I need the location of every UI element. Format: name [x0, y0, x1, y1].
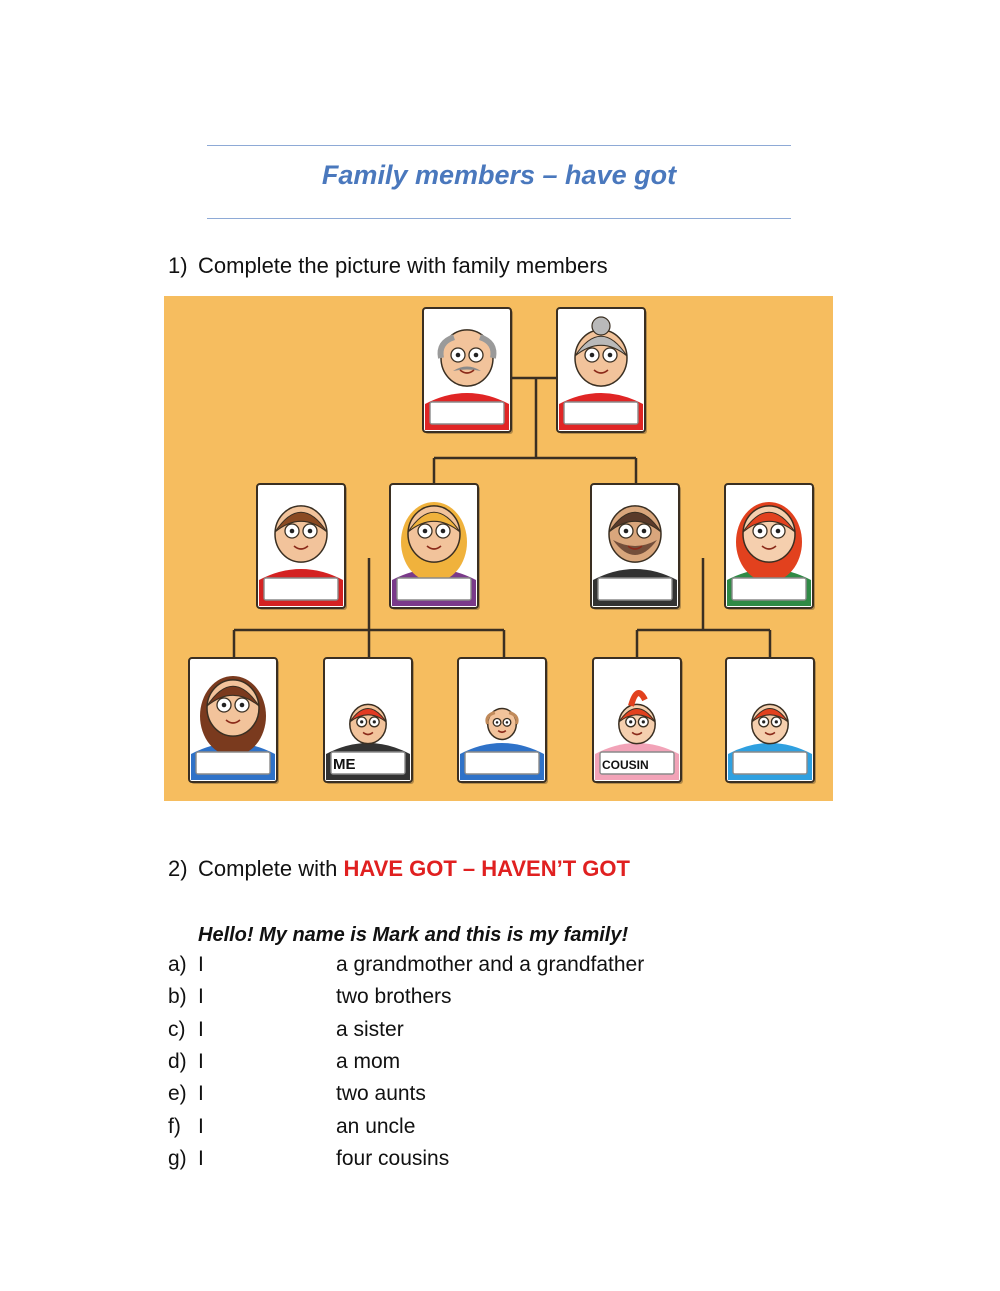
exercise-item — [168, 1147, 449, 1171]
exercise-letter: f) — [168, 1114, 181, 1138]
question-1-number: 1) — [168, 253, 188, 278]
cousin-boy-answer-box[interactable] — [733, 752, 807, 774]
aunt-answer-box[interactable] — [732, 578, 806, 600]
grandmother-card — [557, 308, 647, 434]
exercise-letter: d) — [168, 1049, 187, 1073]
exercise-letter: e) — [168, 1082, 187, 1106]
page-title: Family members – have got — [321, 160, 677, 190]
exercise-pronoun: I — [198, 985, 204, 1009]
question-2-highlight: HAVE GOT – HAVEN’T GOT — [343, 856, 630, 881]
exercise-item — [168, 1115, 415, 1139]
grandfather-card — [423, 308, 513, 434]
question-2-text: Complete with — [198, 856, 344, 881]
exercise-text: two brothers — [336, 985, 452, 1009]
baby-brother-answer-box[interactable] — [465, 752, 539, 774]
exercise-item — [168, 953, 644, 977]
exercise-letter: g) — [168, 1146, 187, 1170]
exercise-text: four cousins — [336, 1146, 450, 1170]
cousin-girl-card — [593, 658, 683, 784]
exercise-item — [168, 985, 452, 1009]
exercise-pronoun: I — [198, 1017, 204, 1041]
bottom-rule — [207, 218, 791, 219]
intro-sentence: Hello! My name is Mark and this is my family! — [198, 924, 629, 946]
sister-card — [189, 658, 279, 784]
exercise-letter: c) — [168, 1017, 186, 1041]
exercise-item — [168, 1050, 400, 1074]
exercise-item — [168, 1018, 404, 1042]
mother-answer-box[interactable] — [397, 578, 471, 600]
mother-card — [390, 484, 480, 610]
exercise-text: two aunts — [336, 1082, 426, 1106]
family-tree — [164, 296, 833, 801]
exercise-text: a sister — [336, 1017, 404, 1041]
exercise-pronoun: I — [198, 1114, 204, 1138]
exercise-text: an uncle — [336, 1114, 416, 1138]
me-label: ME — [333, 756, 356, 773]
cousin-boy-card — [726, 658, 816, 784]
question-2-number: 2) — [168, 856, 188, 881]
exercise-item — [168, 1082, 426, 1106]
cousin-girl-label: COUSIN — [602, 758, 649, 772]
father-answer-box[interactable] — [264, 578, 338, 600]
exercise-letter: b) — [168, 985, 187, 1009]
exercise-pronoun: I — [198, 953, 204, 976]
father-card — [257, 484, 347, 610]
question-1-text: Complete the picture with family members — [198, 253, 608, 278]
question-2 — [168, 856, 630, 882]
grandfather-answer-box[interactable] — [430, 402, 504, 424]
uncle-answer-box[interactable] — [598, 578, 672, 600]
exercise-text: a grandmother and a grandfather — [336, 953, 645, 976]
top-rule — [207, 145, 791, 146]
uncle-card — [591, 484, 681, 610]
exercise-text: a mom — [336, 1049, 401, 1073]
aunt-card — [725, 484, 815, 610]
me-card — [324, 658, 414, 784]
baby-brother-card — [458, 658, 548, 784]
sister-answer-box[interactable] — [196, 752, 270, 774]
grandmother-answer-box[interactable] — [564, 402, 638, 424]
exercise-pronoun: I — [198, 1082, 204, 1106]
exercise-pronoun: I — [198, 1146, 204, 1170]
question-1 — [168, 253, 608, 279]
exercise-letter: a) — [168, 953, 187, 976]
exercise-pronoun: I — [198, 1049, 204, 1073]
